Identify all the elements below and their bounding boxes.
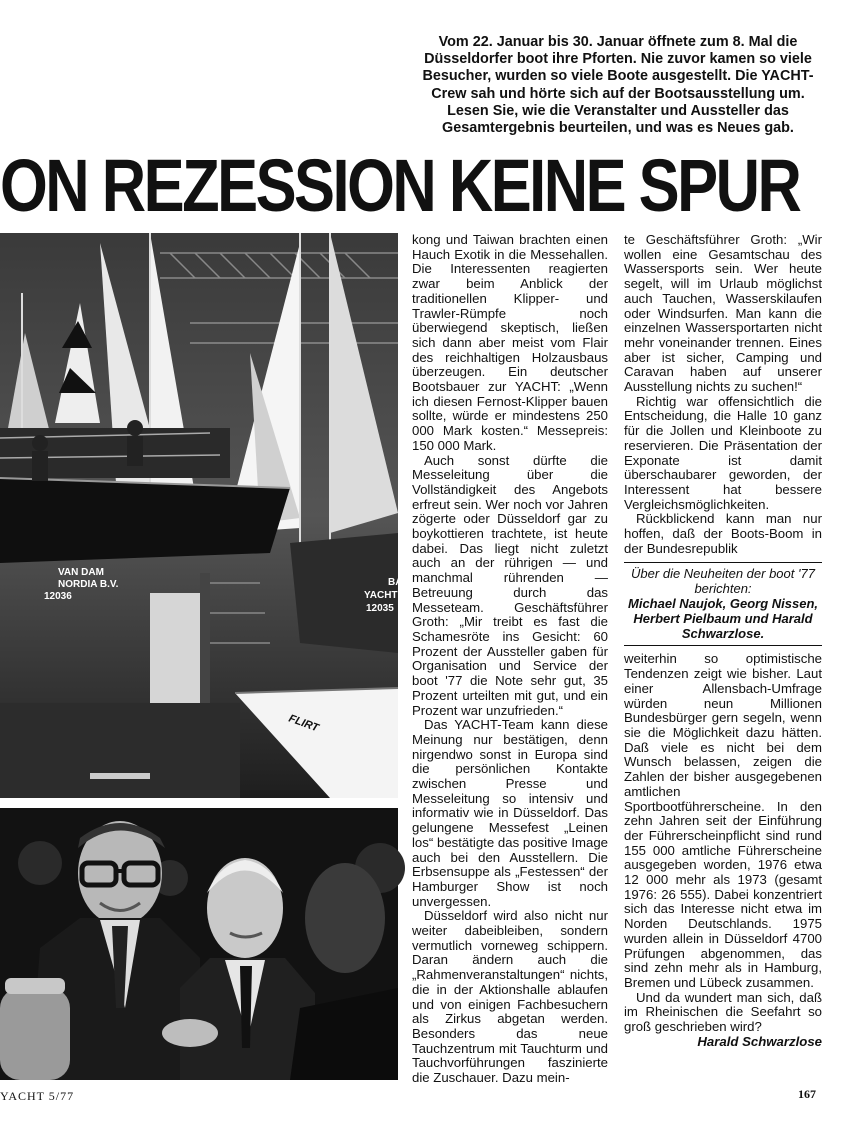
article-column-2	[412, 233, 608, 1086]
page-number: 167	[798, 1087, 816, 1101]
sail-tag3: 12035	[366, 603, 394, 614]
credit-line2: Michael Naujok, Georg Nissen, Herbert Pielbaum und Harald Schwarzlose.	[628, 596, 818, 642]
author-signature: Harald Schwarzlose	[697, 1033, 822, 1049]
paragraph: Richtig war offensichtlich die Entscheidung, die Halle 10 ganz für die Jollen und Kleinboote zu reservieren. Die Präsentation der Exponate ist damit überschaubarer geworden, der Interessent hat bessere Vergleichsmöglichkeiten.	[624, 393, 822, 512]
visitors-photo	[0, 808, 398, 1080]
intro-text: Vom 22. Januar bis 30. Januar öffnete zum 8. Mal die Düsseldorfer boot ihre Pforten. Nie zuvor kamen so viele Besucher, wurden so viele Boote ausgestellt. Die YACHT-Crew sah und hörte sich auf der Bootsausstellung um. Lesen Sie, wie die Veranstalter und Aussteller das Gesamtergebnis beurteilen, und was es Neues gab.	[422, 34, 814, 137]
boat-sign-line3: 12036	[44, 591, 72, 602]
headline: ON REZESSION KEINE SPUR	[0, 144, 800, 227]
paragraph: Auch sonst dürfte die Messeleitung über die Vollständigkeit des Angebots erfreut sein. Wer noch vor Jahren zögerte oder Düsseldorf gar zu boykottieren trachtete, ist heute dabei. Das liegt nicht zuletzt auch an der rührigen — und manchmal rührenden — Betreuung durch das Messeteam. Geschäftsführer Groth: „Mir treibt es fast die Schamesröte ins Gesicht: 60 Prozent der Aussteller gaben für Organisation und Service der boot '77 die Note sehr gut, 35 Prozent urteilten mit gut, und ein Prozent war unzufrieden.“	[412, 452, 608, 718]
author-credit-box	[624, 562, 822, 646]
paragraph: kong und Taiwan brachten einen Hauch Exotik in die Messehallen. Die Interessenten reagierten zwar beim Anblick der traditionellen Klipper- und Trawler-Rümpfe noch überwiegend skeptisch, ließen sich dann aber meist vom Flair des reichhaltigen Holzausbaus überzeugen. Ein deutscher Bootsbauer zur YACHT: „Wenn ich diesen Fernost-Klipper bauen sollte, würde er mindestens 250 000 Mark kosten.“ Messepreis: 150 000 Mark.	[412, 232, 608, 453]
boat-show-photo	[0, 233, 403, 798]
sail-tag2: YACHT	[364, 590, 398, 601]
article-column-3	[624, 233, 822, 1049]
boat-name: FLIRT	[286, 712, 321, 735]
magazine-issue: YACHT 5/77	[0, 1089, 75, 1103]
paragraph: Rückblickend kann man nur hoffen, daß der Boots-Boom in der Bundesrepublik	[624, 511, 822, 556]
boat-sign-line2: NORDIA B.V.	[58, 579, 119, 590]
paragraph: weiterhin so optimistische Tendenzen zeigt wie bisher. Laut einer Allensbach-Umfrage würden neun Millionen Bundesbürger gern segeln, wenn sie die Möglichkeit dazu hätten. Daß viele es nicht bei dem Wunsch belassen, zeigen die Zahlen der bisher ausgegebenen amtlichen Sportbootführerscheine. In den zehn Jahren seit der Einführung der Führerscheinpflicht sind rund 155 000 amtliche Führerscheine ausgegeben worden, 1976 etwa 12 000 mehr als 1973 (gesamt 1976: 26 555). Dabei konzentriert sich das Interesse nicht etwa im Norden Deutschlands. 1975 wurden allein in Düsseldorf 4700 Prüfungen abgenommen, das sind zehn mehr als in Hamburg, Bremen und Lübeck zusammen.	[624, 651, 822, 990]
paragraph: Düsseldorf wird also nicht nur weiter dabeibleiben, sondern vermutlich vorneweg schippern. Daran ändern auch die „Rahmenveranstaltungen“ nichts, die in der Aktionshalle ablaufen und von einigen Fachbesuchern als Zirkus abgetan werden. Besonders das neue Tauchzentrum mit Tauchturm und Tauchvorführungen faszinierte die Zuschauer. Dazu mein-	[412, 908, 608, 1086]
paragraph-text: Und da wundert man sich, daß im Rheinischen die Seefahrt so groß geschrieben wird?	[624, 989, 822, 1035]
boat-sign-line1: VAN DAM	[58, 567, 104, 578]
paragraph: te Geschäftsführer Groth: „Wir wollen eine Gesamtschau des Wassersports sein. Wer heute segelt, will im Urlaub möglichst auch Tauchen, Wasserskilaufen oder Windsurfen. Man kann die einzelnen Wassersportarten nicht mehr voneinander trennen. Eines aber ist sicher, Camping und Caravan haben auf unserer Ausstellung nichts zu suchen!“	[624, 232, 822, 395]
credit-line1: Über die Neuheiten der boot '77 berichten:	[631, 566, 815, 597]
paragraph	[624, 989, 822, 1049]
paragraph: Das YACHT-Team kann diese Meinung nur bestätigen, denn nirgendwo sonst in Europa sind die persönlichen Kontakte zwischen Presse und Messeleitung so intensiv und informativ wie in Düsseldorf. Das gelungene Messefest „Leinen los“ bestätigte das positive Image auch bei den Ausstellern. Die Erbsensuppe als „Festessen“ der Hamburger Show ist noch unvergessen.	[412, 717, 608, 909]
sail-tag1: BA	[388, 577, 403, 588]
